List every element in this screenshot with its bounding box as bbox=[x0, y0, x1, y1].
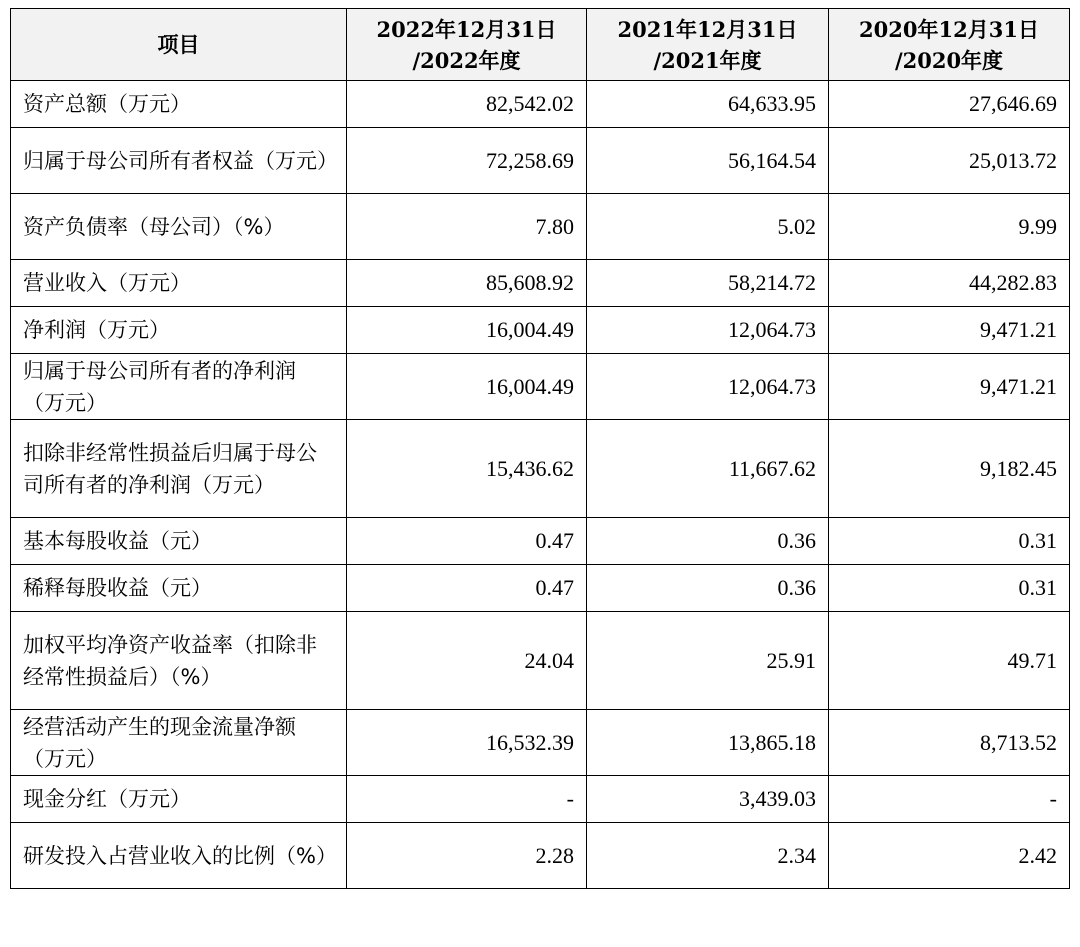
header-2021-period: /2021年度 bbox=[653, 47, 762, 73]
value-2020: 27,646.69 bbox=[829, 81, 1070, 128]
table-row bbox=[11, 823, 1070, 889]
table-row bbox=[11, 260, 1070, 307]
table-row bbox=[11, 776, 1070, 823]
value-2021: 13,865.18 bbox=[587, 710, 829, 776]
value-2021: 12,064.73 bbox=[587, 354, 829, 420]
value-2021: 0.36 bbox=[587, 518, 829, 565]
row-label: 研发投入占营业收入的比例（%） bbox=[11, 823, 347, 889]
value-2020: - bbox=[829, 776, 1070, 823]
row-label: 营业收入（万元） bbox=[11, 260, 347, 307]
header-item-label: 项目 bbox=[157, 32, 200, 57]
value-2020: 25,013.72 bbox=[829, 128, 1070, 194]
value-2020: 2.42 bbox=[829, 823, 1070, 889]
value-2020: 0.31 bbox=[829, 518, 1070, 565]
header-2021-date: 2021年12月31日 bbox=[617, 16, 798, 42]
table-row bbox=[11, 710, 1070, 776]
header-2020-period: /2020年度 bbox=[894, 47, 1004, 73]
row-label: 加权平均净资产收益率（扣除非经常性损益后）（%） bbox=[11, 612, 347, 710]
table-row bbox=[11, 81, 1070, 128]
value-2022: 85,608.92 bbox=[347, 260, 587, 307]
row-label: 净利润（万元） bbox=[11, 307, 347, 354]
value-2021: 12,064.73 bbox=[587, 307, 829, 354]
header-2022 bbox=[347, 9, 587, 81]
value-2021: 25.91 bbox=[587, 612, 829, 710]
table-row bbox=[11, 307, 1070, 354]
row-label: 基本每股收益（元） bbox=[11, 518, 347, 565]
table-row bbox=[11, 194, 1070, 260]
value-2021: 56,164.54 bbox=[587, 128, 829, 194]
value-2022: - bbox=[347, 776, 587, 823]
value-2021: 64,633.95 bbox=[587, 81, 829, 128]
row-label: 资产负债率（母公司）（%） bbox=[11, 194, 347, 260]
header-2020 bbox=[829, 9, 1070, 81]
value-2022: 15,436.62 bbox=[347, 420, 587, 518]
value-2022: 82,542.02 bbox=[347, 81, 587, 128]
value-2022: 16,004.49 bbox=[347, 354, 587, 420]
value-2022: 72,258.69 bbox=[347, 128, 587, 194]
value-2020: 49.71 bbox=[829, 612, 1070, 710]
table-row bbox=[11, 518, 1070, 565]
row-label: 归属于母公司所有者权益（万元） bbox=[11, 128, 347, 194]
value-2020: 9,182.45 bbox=[829, 420, 1070, 518]
header-2020-date: 2020年12月31日 bbox=[859, 16, 1039, 42]
row-label: 扣除非经常性损益后归属于母公司所有者的净利润（万元） bbox=[11, 420, 347, 518]
header-2022-period: /2022年度 bbox=[412, 47, 521, 73]
value-2022: 7.80 bbox=[347, 194, 587, 260]
value-2020: 44,282.83 bbox=[829, 260, 1070, 307]
header-item bbox=[11, 9, 347, 81]
value-2022: 16,532.39 bbox=[347, 710, 587, 776]
table-row bbox=[11, 354, 1070, 420]
value-2021: 0.36 bbox=[587, 565, 829, 612]
value-2020: 8,713.52 bbox=[829, 710, 1070, 776]
value-2020: 9.99 bbox=[829, 194, 1070, 260]
value-2021: 11,667.62 bbox=[587, 420, 829, 518]
value-2021: 3,439.03 bbox=[587, 776, 829, 823]
value-2022: 0.47 bbox=[347, 518, 587, 565]
row-label: 归属于母公司所有者的净利润（万元） bbox=[11, 354, 347, 420]
row-label: 经营活动产生的现金流量净额（万元） bbox=[11, 710, 347, 776]
value-2020: 0.31 bbox=[829, 565, 1070, 612]
value-2022: 16,004.49 bbox=[347, 307, 587, 354]
value-2022: 2.28 bbox=[347, 823, 587, 889]
value-2020: 9,471.21 bbox=[829, 354, 1070, 420]
value-2021: 58,214.72 bbox=[587, 260, 829, 307]
row-label: 资产总额（万元） bbox=[11, 81, 347, 128]
row-label: 稀释每股收益（元） bbox=[11, 565, 347, 612]
table-header-row bbox=[11, 9, 1070, 81]
value-2021: 2.34 bbox=[587, 823, 829, 889]
value-2022: 0.47 bbox=[347, 565, 587, 612]
value-2020: 9,471.21 bbox=[829, 307, 1070, 354]
table-row bbox=[11, 612, 1070, 710]
table-row bbox=[11, 420, 1070, 518]
table-row bbox=[11, 565, 1070, 612]
value-2021: 5.02 bbox=[587, 194, 829, 260]
value-2022: 24.04 bbox=[347, 612, 587, 710]
header-2022-date: 2022年12月31日 bbox=[376, 16, 557, 42]
header-2021 bbox=[587, 9, 829, 81]
table-row bbox=[11, 128, 1070, 194]
row-label: 现金分红（万元） bbox=[11, 776, 347, 823]
financial-summary-table bbox=[10, 8, 1070, 889]
